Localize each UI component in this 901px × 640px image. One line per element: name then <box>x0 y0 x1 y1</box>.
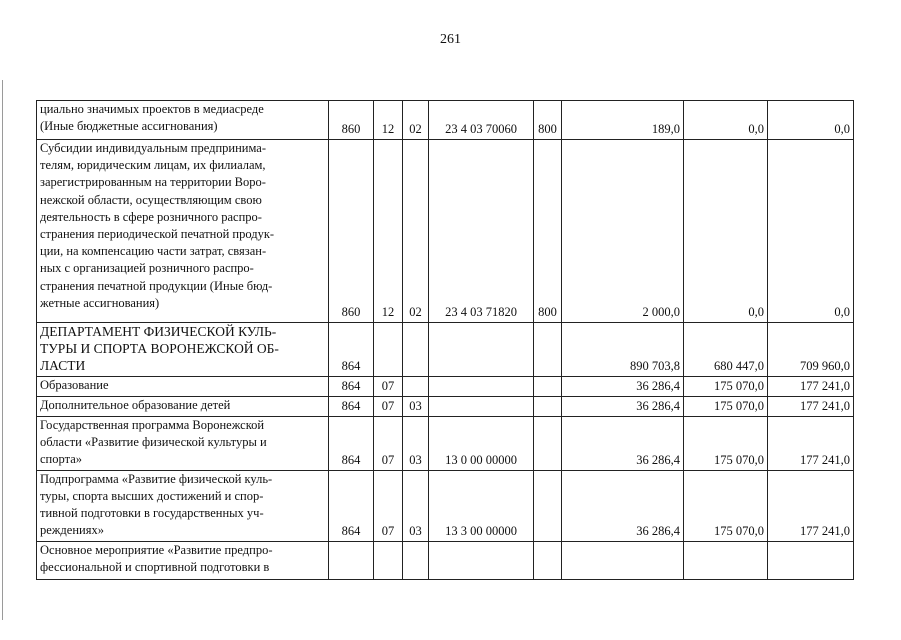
section-code: 07 <box>374 470 403 541</box>
row-name: Субсидии индивидуальным предпринима- телям, юридическим лицам, их филиалам, зарегистрированным на территории Воро- нежской области, осуществляющим свою деятельность в сфере розничного распро- странения периодической печатной продук- ции, на компенсацию части затрат, связан- ных с организацией розничного распро- странения печатной продукции (Иные бюд- жетные ассигнования) <box>37 140 329 323</box>
amount-1: 36 286,4 <box>562 470 684 541</box>
expense-type: 800 <box>534 140 562 323</box>
table-row <box>37 396 854 416</box>
amount-2: 175 070,0 <box>684 416 768 470</box>
amount-2: 175 070,0 <box>684 376 768 396</box>
section-code <box>374 323 403 377</box>
target-article <box>429 396 534 416</box>
table-row <box>37 376 854 396</box>
amount-2 <box>684 541 768 579</box>
target-article: 13 3 00 00000 <box>429 470 534 541</box>
amount-3: 709 960,0 <box>768 323 854 377</box>
ministry-code <box>329 541 374 579</box>
subsection-code <box>403 376 429 396</box>
section-code <box>374 541 403 579</box>
expense-type <box>534 541 562 579</box>
section-code: 07 <box>374 376 403 396</box>
amount-2: 0,0 <box>684 101 768 140</box>
expense-type <box>534 396 562 416</box>
amount-2: 680 447,0 <box>684 323 768 377</box>
page-number: 261 <box>440 32 461 47</box>
amount-1: 189,0 <box>562 101 684 140</box>
ministry-code: 860 <box>329 140 374 323</box>
amount-1: 36 286,4 <box>562 396 684 416</box>
table-row <box>37 541 854 579</box>
row-name: Дополнительное образование детей <box>37 396 329 416</box>
amount-1: 890 703,8 <box>562 323 684 377</box>
amount-1: 2 000,0 <box>562 140 684 323</box>
section-code: 12 <box>374 140 403 323</box>
ministry-code: 864 <box>329 470 374 541</box>
amount-1: 36 286,4 <box>562 376 684 396</box>
amount-3: 177 241,0 <box>768 396 854 416</box>
ministry-code: 864 <box>329 416 374 470</box>
subsection-code: 03 <box>403 396 429 416</box>
amount-2: 175 070,0 <box>684 470 768 541</box>
amount-3: 177 241,0 <box>768 416 854 470</box>
row-name: ДЕПАРТАМЕНТ ФИЗИЧЕСКОЙ КУЛЬ- ТУРЫ И СПОРТА ВОРОНЕЖСКОЙ ОБ- ЛАСТИ <box>37 323 329 377</box>
expense-type <box>534 323 562 377</box>
expense-type <box>534 376 562 396</box>
ministry-code: 864 <box>329 396 374 416</box>
row-name: Подпрограмма «Развитие физической куль- туры, спорта высших достижений и спор- тивной подготовки в государственных уч- реждениях» <box>37 470 329 541</box>
section-code: 12 <box>374 101 403 140</box>
amount-3: 0,0 <box>768 140 854 323</box>
section-code: 07 <box>374 396 403 416</box>
subsection-code <box>403 541 429 579</box>
scan-edge-line <box>2 80 3 620</box>
table-row <box>37 470 854 541</box>
row-name: Основное мероприятие «Развитие предпро- фессиональной и спортивной подготовки в <box>37 541 329 579</box>
subsection-code: 03 <box>403 470 429 541</box>
table-row <box>37 323 854 377</box>
row-name: циально значимых проектов в медиасреде (Иные бюджетные ассигнования) <box>37 101 329 140</box>
subsection-code: 02 <box>403 101 429 140</box>
section-code: 07 <box>374 416 403 470</box>
subsection-code: 03 <box>403 416 429 470</box>
table-row <box>37 416 854 470</box>
expense-type: 800 <box>534 101 562 140</box>
amount-2: 0,0 <box>684 140 768 323</box>
row-name: Образование <box>37 376 329 396</box>
amount-1 <box>562 541 684 579</box>
target-article <box>429 376 534 396</box>
amount-3: 0,0 <box>768 101 854 140</box>
amount-3 <box>768 541 854 579</box>
row-name: Государственная программа Воронежской области «Развитие физической культуры и спорта» <box>37 416 329 470</box>
ministry-code: 864 <box>329 376 374 396</box>
amount-3: 177 241,0 <box>768 470 854 541</box>
amount-1: 36 286,4 <box>562 416 684 470</box>
amount-3: 177 241,0 <box>768 376 854 396</box>
ministry-code: 860 <box>329 101 374 140</box>
target-article: 23 4 03 71820 <box>429 140 534 323</box>
ministry-code: 864 <box>329 323 374 377</box>
expense-type <box>534 416 562 470</box>
table-row <box>37 101 854 140</box>
amount-2: 175 070,0 <box>684 396 768 416</box>
table-row <box>37 140 854 323</box>
budget-table <box>36 100 854 580</box>
target-article: 13 0 00 00000 <box>429 416 534 470</box>
expense-type <box>534 470 562 541</box>
subsection-code <box>403 323 429 377</box>
target-article <box>429 541 534 579</box>
target-article: 23 4 03 70060 <box>429 101 534 140</box>
target-article <box>429 323 534 377</box>
subsection-code: 02 <box>403 140 429 323</box>
